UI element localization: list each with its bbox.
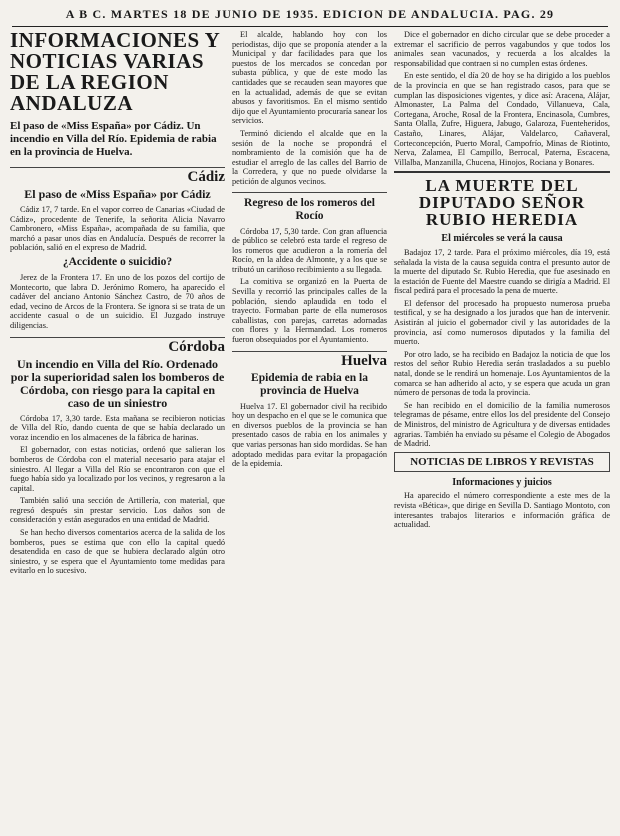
article-incendio-2: El gobernador, con estas noticias, ordenó que salieran los bomberos de Córdoba con el material necesario para atajar el siniestro. Al llegar a Villa del Río se encontraron con que el fuego había sido ya localizado por los vecinos, y regresaron a la capital. xyxy=(10,445,225,493)
main-deck: El paso de «Miss España» por Cádiz. Un incendio en Villa del Río. Epidemia de rabia en la provincia de Huelva. xyxy=(10,120,217,158)
headline-rabia: Epidemia de rabia en la provincia de Huelva xyxy=(251,371,368,397)
page-header: A B C. MARTES 18 DE JUNIO DE 1935. EDICION DE ANDALUCIA. PAG. 29 xyxy=(12,4,608,27)
headline-rubio-heredia: LA MUERTE DEL DIPUTADO SEÑOR RUBIO HEREDIA xyxy=(394,171,610,228)
article-romeros-2: La comitiva se organizó en la Puerta de Sevilla y recorrió las principales calles de la población, siendo aplaudida en todo el trayecto. Formaban parte de ella numerosos caballistas, con parejas, carretas adornadas con flores y la Hermandad. Los romeros fueron obsequiados por el Ayuntamiento. xyxy=(232,277,387,345)
article-romeros-1: Córdoba 17, 5,30 tarde. Con gran afluencia de público se celebró esta tarde el regreso de los romeros que acudieron a la romería del Rocío, en la aldea de Almonte, y a los que se tributó un cariñoso recibimiento a su llegada. xyxy=(232,226,387,274)
section-cordoba: Córdoba xyxy=(10,337,225,356)
article-rubio-4: Se han recibido en el domicilio de la familia numerosos telegramas de pésame, entre ellos los del presidente del Consejo de Ministros, del ministro de Agricultura y de diversas entidades agrarias. También ha enviado su pésame el Colegio de Abogados de Madrid. xyxy=(394,400,610,449)
article-circular-1: Dice el gobernador en dicho circular que se debe proceder a extremar el sacrificio de perros vagabundos y que todos los animales sean vacunados, y recuerda a los alcaldes la responsabilidad que contraen si no cumplen estas órdenes. xyxy=(394,30,610,68)
article-rubio-1: Badajoz 17, 2 tarde. Para el próximo miércoles, día 19, está señalada la vista de la causa seguida contra el presunto autor de la muerte del diputado Sr. Rubio Heredia, que fue asesinado en la estación de Fuente del Maestre cuando se dirigía a Madrid. El fiscal pedirá para el procesado la pena de muerte. xyxy=(394,247,610,296)
article-alcalde-2: Terminó diciendo el alcalde que en la sesión de la noche se propondrá el nombramiento de la comisión que ha de estudiar el arreglo de las calles del Barrio de la Corredera, y que no puede olvidarse la petición de algunos vecinos. xyxy=(232,128,387,186)
headline-miss-espana: El paso de «Miss España» por Cádiz xyxy=(24,187,211,201)
subhead-causa: El miércoles se verá la causa xyxy=(441,233,563,245)
article-rabia: Huelva 17. El gobernador civil ha recibido hoy un despacho en el que se le comunica que en diversos pueblos de la provincia se han presentado casos de rabia en los animales y que varias personas han sido mordidas. Se han adoptado medidas para evitar la propagación de la epidemia. xyxy=(232,401,387,469)
section-huelva: Huelva xyxy=(232,351,387,370)
section-cadiz: Cádiz xyxy=(10,167,225,186)
article-libros: Ha aparecido el número correspondiente a este mes de la revista «Bética», que dirige en Sevilla D. Santiago Montoto, con interesantes trabajos literarios e información gráfica de actualidad. xyxy=(394,491,610,530)
headline-libros: NOTICIAS DE LIBROS Y REVISTAS xyxy=(394,452,610,472)
column-middle xyxy=(232,30,387,830)
article-rubio-2: El defensor del procesado ha propuesto numerosa prueba testifical, y se ha designado a los jurados que han de intervenir. Asistirán al juicio el gobernador civil y las autoridades de la provincia, así como numerosos diputados y la familia del muerto. xyxy=(394,298,610,347)
article-incendio-4: Se han hecho diversos comentarios acerca de la salida de los bomberos, pues se estima que con ello la capital quedó desatendida en caso de que se hubiera declarado algún otro siniestro, y se espera que el Ayuntamiento tome medidas para evitarlo en lo sucesivo. xyxy=(10,528,225,576)
article-incendio-1: Córdoba 17, 3,30 tarde. Esta mañana se recibieron noticias de Villa del Río, dando cuenta de que se había declarado un voraz incendio en los almacenes de la fábrica de harinas. xyxy=(10,413,225,442)
article-circular-2: En este sentido, el día 20 de hoy se ha dirigido a los pueblos de la provincia en que se han registrado casos, para que se cumplan las disposiciones vigentes, y dice así: Aracena, Alájar, Almonaster, La Palma del Condado, Villanueva, Cala, Cortegana, Aroche, Rosal de la Frontera, Encinasola, Cumbres, Santa Olalla, Zufre, Higuera, Jabugo, Galaroza, Fuenteheridos, Castaño, Linares, Alájar, Valdelarco, Cañaveral, Corteconcepción, Puerto Moral, Campofrío, Minas de Riotinto, Nerva, Zalamea, El Campillo, Berrocal, Paterna, Escacena, Villalba, Manzanilla, Chucena, Hinojos, Rociana y Bonares. xyxy=(394,71,610,167)
subhead-informaciones: Informaciones y juicios xyxy=(452,476,552,488)
article-accidente: Jerez de la Frontera 17. En uno de los pozos del cortijo de Montecorto, que labra D. Jerónimo Romero, ha aparecido el cadáver del anciano Antonio Sánchez Castro, de 70 años de edad, vecino de Arcos de la Frontera. Se ignora si se trata de un accidente casual o de un suicidio. El Juzgado instruye diligencias. xyxy=(10,272,225,330)
main-title: INFORMACIONES Y NOTICIAS VARIAS DE LA REGION ANDALUZA xyxy=(10,30,220,115)
headline-romeros: Regreso de los romeros del Rocío xyxy=(244,196,375,222)
column-right xyxy=(394,30,610,830)
column-left xyxy=(10,30,225,830)
article-miss-espana: Cádiz 17, 7 tarde. En el vapor correo de Canarias «Ciudad de Cádiz», procedente de Tenerife, la señorita Alicia Navarro Cambronero, «Miss España», acompañada de su familia, que marchó a pasar unos días en Andalucía. Después de recorrer la población, salió en el expreso de Madrid. xyxy=(10,205,225,253)
article-incendio-3: También salió una sección de Artillería, con material, que regresó después sin prestar servicio. Los daños son de consideración y están asegurados en una entidad de Madrid. xyxy=(10,496,225,525)
divider xyxy=(232,192,387,193)
article-rubio-3: Por otro lado, se ha recibido en Badajoz la noticia de que los restos del señor Rubio Heredia serán trasladados a su pueblo natal, donde se le rendirá un homenaje. Los Ayuntamientos de la comarca se han adherido al acto, y se espera que acuda un gran número de personas de toda la provincia. xyxy=(394,349,610,398)
article-alcalde-1: El alcalde, hablando hoy con los periodistas, dijo que se proponía atender a la Municipal y dar facilidades para que los puestos de los mercados se concedan por subasta pública, y que de este modo las cantidades que se recauden sean mayores que en la actualidad, además de que se evitan abusos y favoritismos. En el mismo sentido dijo que el Ayuntamiento procuraría sanear los servicios. xyxy=(232,30,387,126)
headline-accidente: ¿Accidente o suicidio? xyxy=(62,255,173,268)
headline-incendio: Un incendio en Villa del Río. Ordenado por la superioridad salen los bomberos de Córdoba, con riesgo para la capital en caso de un siniestro xyxy=(10,356,225,410)
